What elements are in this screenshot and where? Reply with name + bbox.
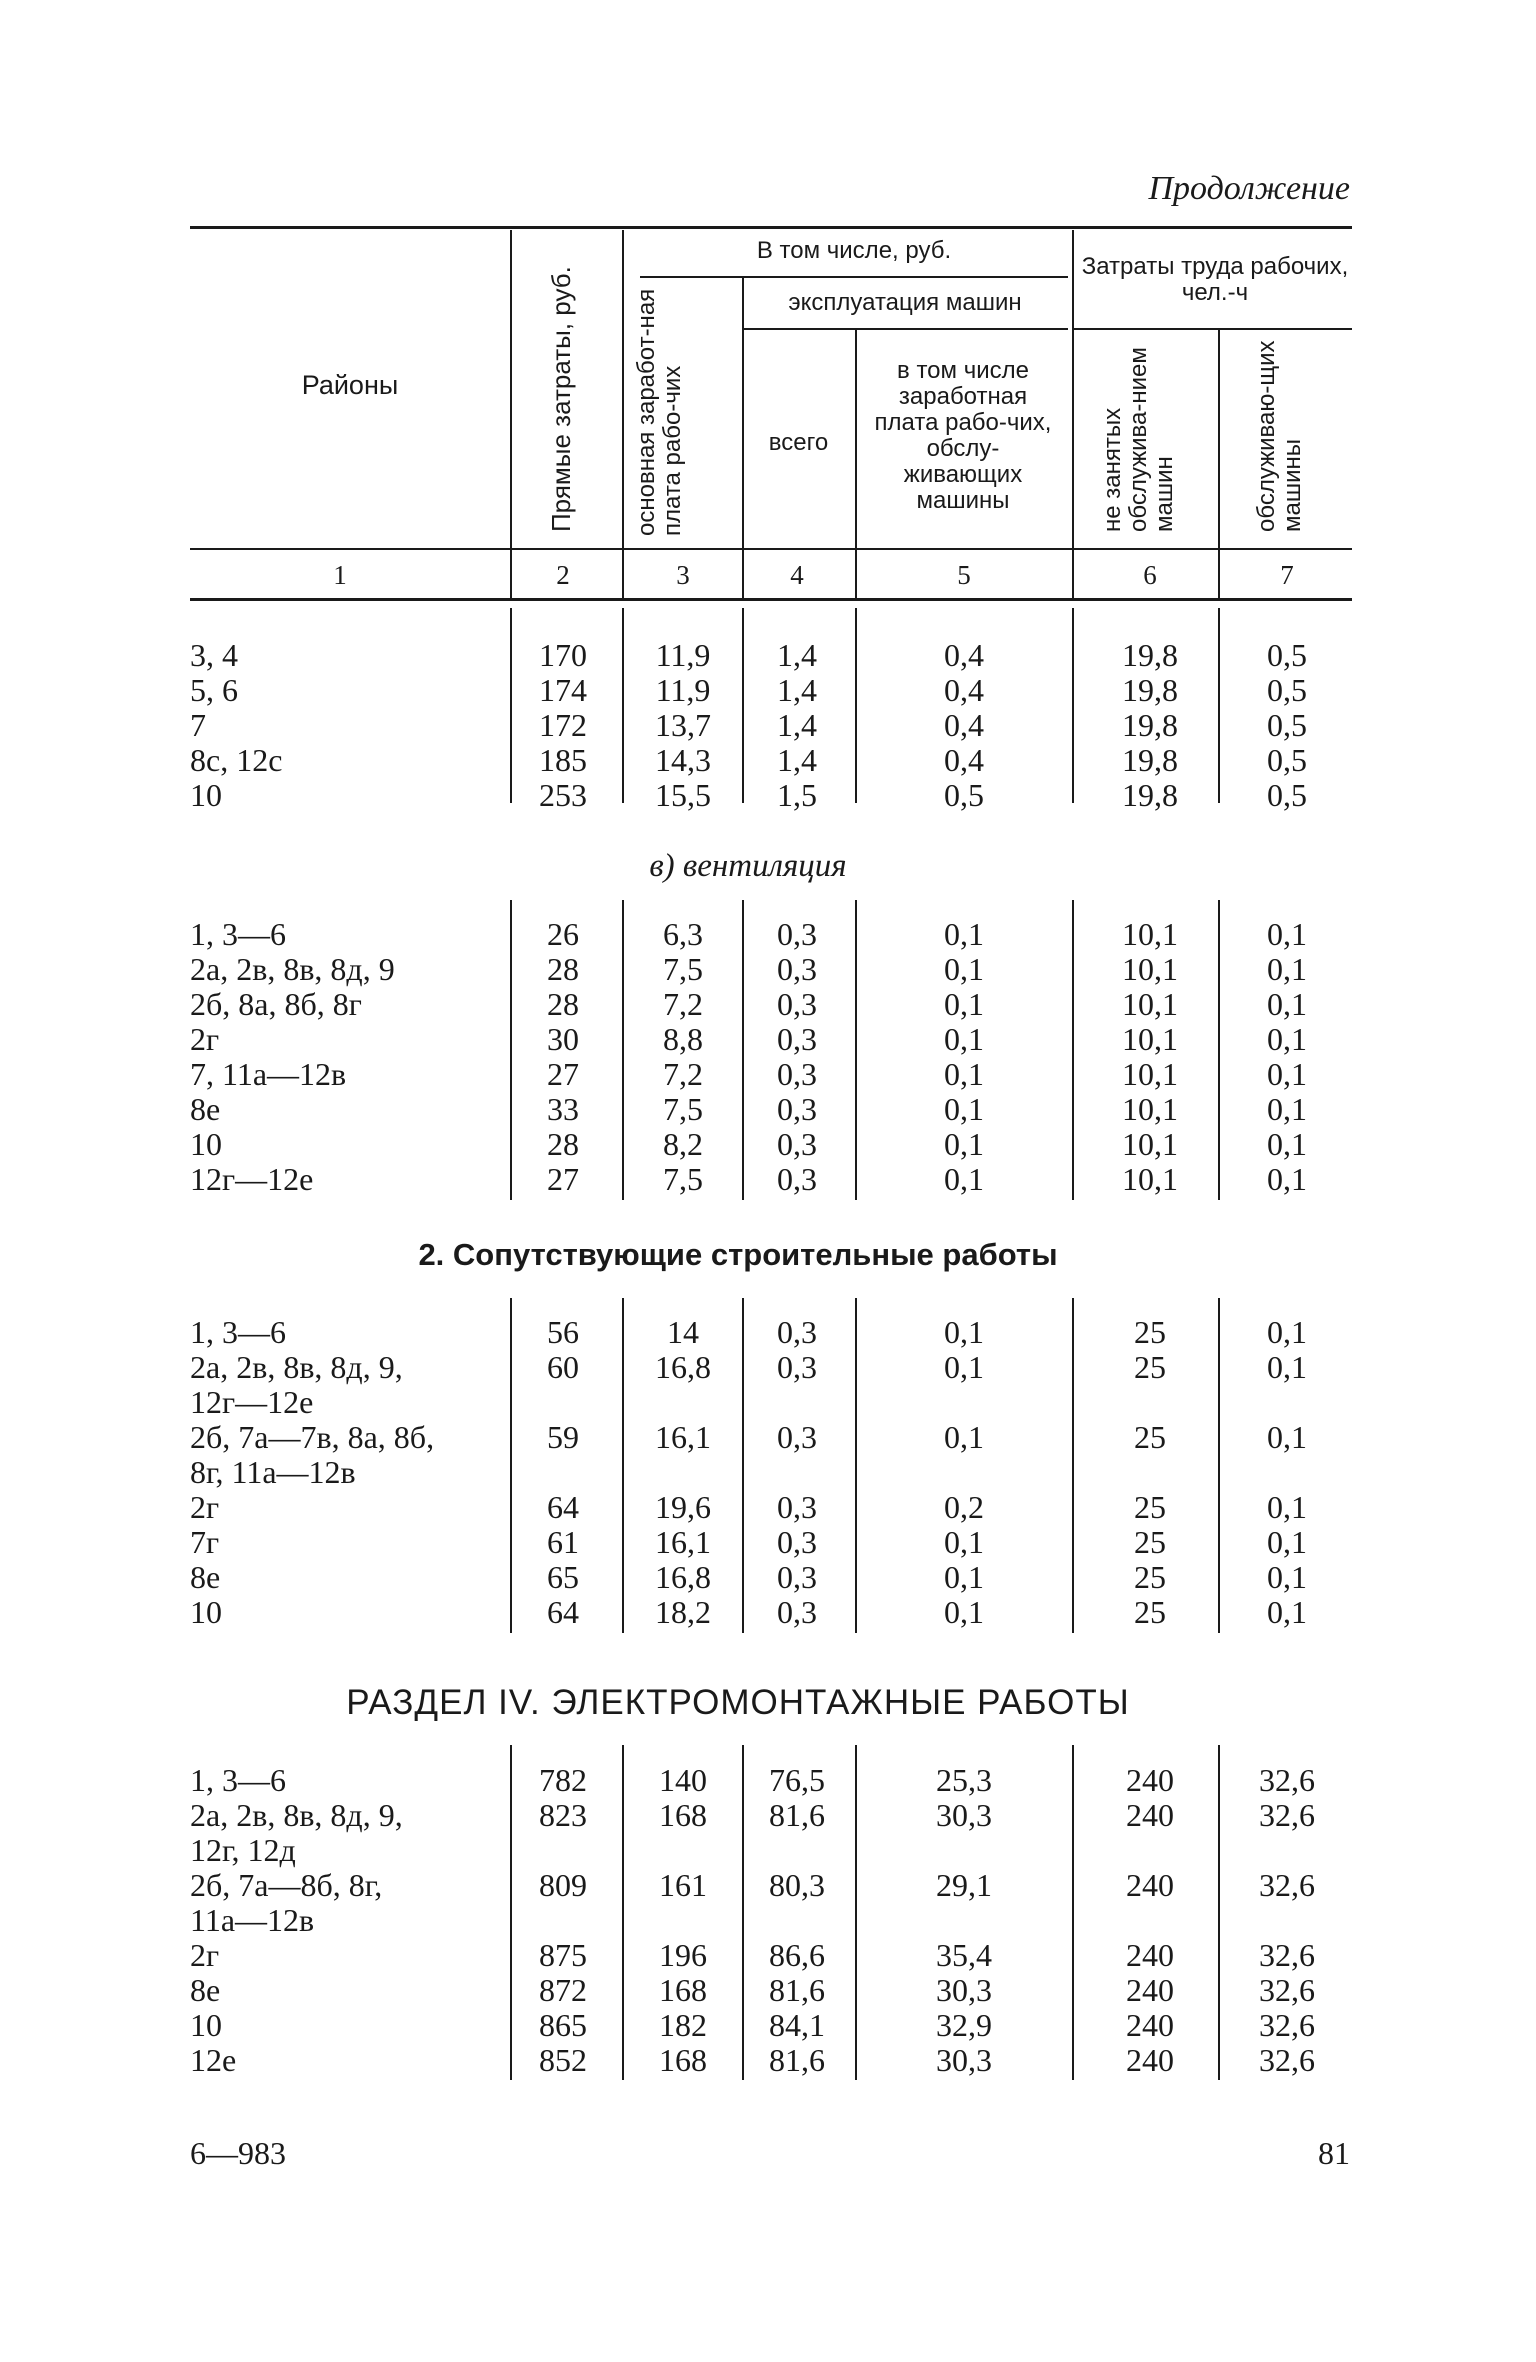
cell-col-6: 19,8: [1122, 777, 1178, 813]
header-col-wages-wrap: [630, 280, 740, 542]
row-region-label: 7: [190, 707, 206, 743]
cell-col-4: 1,4: [777, 672, 817, 708]
cell-col-4: 80,3: [769, 1867, 825, 1903]
cell-col-4: 0,3: [777, 1559, 817, 1595]
cell-col-2: 61: [547, 1524, 579, 1560]
row-region-label: 1, 3—6: [190, 916, 286, 952]
header-col-labor-machines-wrap: [1222, 332, 1352, 544]
cell-col-3: 7,5: [663, 1091, 703, 1127]
cell-col-2: 782: [539, 1762, 587, 1798]
header-col-direct-costs: Прямые затраты, руб.: [546, 266, 576, 532]
header-group-labor: Затраты труда рабочих, чел.-ч: [1081, 253, 1349, 306]
page-number: 81: [1318, 2135, 1350, 2171]
row-region-label: 2б, 8а, 8б, 8г: [190, 986, 362, 1022]
cell-col-3: 168: [659, 2042, 707, 2078]
row-region-label: 2а, 2в, 8в, 8д, 9,: [190, 1797, 403, 1833]
cell-col-3: 182: [659, 2007, 707, 2043]
header-vline-2: [622, 230, 624, 598]
cell-col-3: 8,8: [663, 1021, 703, 1057]
cell-col-7: 32,6: [1259, 2042, 1315, 2078]
cell-col-5: 0,1: [944, 1021, 984, 1057]
cell-col-3: 7,5: [663, 1161, 703, 1197]
column-number-4: 4: [790, 560, 804, 590]
cell-col-6: 19,8: [1122, 672, 1178, 708]
cell-col-7: 0,5: [1267, 742, 1307, 778]
header-group-rule: [640, 276, 1068, 278]
cell-col-7: 32,6: [1259, 1972, 1315, 2008]
cell-col-3: 16,1: [655, 1419, 711, 1455]
cell-col-2: 174: [539, 672, 587, 708]
cell-col-6: 10,1: [1122, 1126, 1178, 1162]
cell-col-5: 0,4: [944, 707, 984, 743]
cell-col-7: 0,1: [1267, 1314, 1307, 1350]
cell-col-7: 0,1: [1267, 1349, 1307, 1385]
cell-col-3: 16,8: [655, 1559, 711, 1595]
row-region-label: 2г: [190, 1021, 220, 1057]
cell-col-4: 0,3: [777, 1161, 817, 1197]
row-region-label: 1, 3—6: [190, 1762, 286, 1798]
cell-col-5: 0,1: [944, 1126, 984, 1162]
cell-col-7: 0,1: [1267, 1489, 1307, 1525]
row-region-label: 10: [190, 2007, 222, 2043]
cell-col-5: 0,1: [944, 1091, 984, 1127]
cell-col-2: 875: [539, 1937, 587, 1973]
cell-col-3: 7,2: [663, 1056, 703, 1092]
cell-col-7: 0,1: [1267, 1419, 1307, 1455]
cell-col-7: 0,1: [1267, 1056, 1307, 1092]
cell-col-7: 0,1: [1267, 951, 1307, 987]
cell-col-4: 0,3: [777, 1056, 817, 1092]
cell-col-2: 26: [547, 916, 579, 952]
cell-col-4: 0,3: [777, 1349, 817, 1385]
row-region-label: 7г: [190, 1524, 220, 1560]
row-region-label: 12г—12е: [190, 1161, 314, 1197]
cell-col-3: 7,2: [663, 986, 703, 1022]
cell-col-6: 25: [1134, 1594, 1166, 1630]
row-region-label: 1, 3—6: [190, 1314, 286, 1350]
cell-col-6: 25: [1134, 1314, 1166, 1350]
table-top-rule: [190, 226, 1352, 229]
header-group-machines: эксплуатация машин: [788, 289, 1022, 316]
cell-col-6: 25: [1134, 1489, 1166, 1525]
cell-col-7: 0,1: [1267, 916, 1307, 952]
section-title-3: 2. Сопутствующие строительные работы: [418, 1237, 1058, 1272]
row-region-label: 11а—12в: [190, 1902, 315, 1938]
cell-col-5: 0,1: [944, 1594, 984, 1630]
section-2-vline-5: [1072, 900, 1074, 1200]
cell-col-4: 0,3: [777, 916, 817, 952]
cell-col-6: 25: [1134, 1419, 1166, 1455]
cell-col-7: 0,5: [1267, 637, 1307, 673]
cell-col-5: 35,4: [936, 1937, 992, 1973]
cell-col-2: 28: [547, 986, 579, 1022]
cell-col-3: 18,2: [655, 1594, 711, 1630]
cell-col-5: 30,3: [936, 1972, 992, 2008]
row-region-label: 12е: [190, 2042, 237, 2078]
column-number-1: 1: [333, 560, 347, 590]
cell-col-6: 240: [1126, 1762, 1174, 1798]
header-col-regions: Районы: [301, 370, 399, 400]
cell-col-7: 32,6: [1259, 1937, 1315, 1973]
cell-col-2: 872: [539, 1972, 587, 2008]
cell-col-3: 14,3: [655, 742, 711, 778]
row-region-label: 8с, 12с: [190, 742, 283, 778]
cell-col-6: 240: [1126, 1972, 1174, 2008]
cell-col-3: 15,5: [655, 777, 711, 813]
header-col-wages: основная заработ-ная плата рабо-чих: [633, 288, 686, 536]
cell-col-7: 0,5: [1267, 707, 1307, 743]
header-bottom-rule: [190, 548, 1352, 550]
cell-col-4: 0,3: [777, 1091, 817, 1127]
footer-signature: 6—983: [190, 2135, 286, 2171]
cell-col-4: 1,4: [777, 707, 817, 743]
cell-col-7: 32,6: [1259, 1867, 1315, 1903]
cell-col-7: 0,5: [1267, 672, 1307, 708]
row-region-label: 10: [190, 1126, 222, 1162]
cell-col-7: 0,1: [1267, 986, 1307, 1022]
cell-col-4: 1,4: [777, 742, 817, 778]
cell-col-4: 0,3: [777, 1021, 817, 1057]
cell-col-3: 8,2: [663, 1126, 703, 1162]
cell-col-2: 27: [547, 1056, 579, 1092]
column-number-7: 7: [1280, 560, 1294, 590]
cell-col-4: 81,6: [769, 1972, 825, 2008]
row-region-label: 2б, 7а—7в, 8а, 8б,: [190, 1419, 435, 1455]
header-labor-rule: [1072, 328, 1352, 330]
column-number-6: 6: [1143, 560, 1157, 590]
row-region-label: 2б, 7а—8б, 8г,: [190, 1867, 383, 1903]
cell-col-4: 0,3: [777, 1419, 817, 1455]
cell-col-3: 11,9: [655, 637, 711, 673]
cell-col-6: 10,1: [1122, 1091, 1178, 1127]
row-region-label: 8е: [190, 1559, 221, 1595]
cell-col-3: 168: [659, 1797, 707, 1833]
cell-col-7: 32,6: [1259, 2007, 1315, 2043]
cell-col-4: 76,5: [769, 1762, 825, 1798]
cell-col-5: 0,1: [944, 1419, 984, 1455]
cell-col-5: 29,1: [936, 1867, 992, 1903]
cell-col-2: 59: [547, 1419, 579, 1455]
cell-col-6: 10,1: [1122, 1056, 1178, 1092]
cell-col-3: 16,8: [655, 1349, 711, 1385]
cell-col-6: 25: [1134, 1349, 1166, 1385]
cell-col-4: 0,3: [777, 986, 817, 1022]
cell-col-3: 7,5: [663, 951, 703, 987]
cell-col-3: 14: [667, 1314, 699, 1350]
cell-col-7: 32,6: [1259, 1762, 1315, 1798]
cell-col-2: 809: [539, 1867, 587, 1903]
cell-col-4: 1,4: [777, 637, 817, 673]
cell-col-6: 19,8: [1122, 742, 1178, 778]
cell-col-5: 0,1: [944, 1524, 984, 1560]
section-1-vline-5: [1072, 608, 1074, 803]
row-region-label: 12г—12е: [190, 1384, 314, 1420]
row-region-label: 3, 4: [190, 637, 238, 673]
cell-col-6: 10,1: [1122, 951, 1178, 987]
header-vline-5: [1072, 230, 1074, 598]
column-number-2: 2: [556, 560, 570, 590]
cell-col-5: 0,1: [944, 951, 984, 987]
cell-col-2: 253: [539, 777, 587, 813]
cell-col-5: 0,4: [944, 637, 984, 673]
cell-col-5: 0,1: [944, 1161, 984, 1197]
column-number-5: 5: [957, 560, 971, 590]
cell-col-4: 0,3: [777, 1594, 817, 1630]
cell-col-5: 0,1: [944, 1314, 984, 1350]
cell-col-5: 30,3: [936, 2042, 992, 2078]
cell-col-5: 0,4: [944, 672, 984, 708]
colnum-bottom-rule: [190, 598, 1352, 601]
cell-col-3: 168: [659, 1972, 707, 2008]
cell-col-2: 33: [547, 1091, 579, 1127]
cell-col-3: 16,1: [655, 1524, 711, 1560]
section-3-vline-5: [1072, 1298, 1074, 1633]
cell-col-2: 30: [547, 1021, 579, 1057]
cell-col-5: 0,5: [944, 777, 984, 813]
cell-col-2: 852: [539, 2042, 587, 2078]
cell-col-2: 170: [539, 637, 587, 673]
cell-col-3: 6,3: [663, 916, 703, 952]
cell-col-2: 60: [547, 1349, 579, 1385]
header-col-labor-other: не занятых обслужива-нием машин: [1099, 347, 1178, 532]
cell-col-5: 0,1: [944, 916, 984, 952]
cell-col-5: 0,4: [944, 742, 984, 778]
cell-col-5: 32,9: [936, 2007, 992, 2043]
cell-col-7: 0,1: [1267, 1091, 1307, 1127]
row-region-label: 8е: [190, 1091, 221, 1127]
row-region-label: 10: [190, 1594, 222, 1630]
running-title: Продолжение: [1148, 170, 1350, 207]
row-region-label: 10: [190, 777, 222, 813]
cell-col-6: 10,1: [1122, 1021, 1178, 1057]
cell-col-2: 28: [547, 1126, 579, 1162]
section-4-vline-5: [1072, 1745, 1074, 2080]
cell-col-6: 10,1: [1122, 1161, 1178, 1197]
header-vline-6: [1218, 330, 1220, 598]
header-col-labor-other-wrap: [1080, 332, 1218, 544]
cell-col-3: 140: [659, 1762, 707, 1798]
cell-col-5: 0,1: [944, 986, 984, 1022]
cell-col-3: 19,6: [655, 1489, 711, 1525]
cell-col-7: 0,1: [1267, 1524, 1307, 1560]
cell-col-2: 56: [547, 1314, 579, 1350]
cell-col-7: 32,6: [1259, 1797, 1315, 1833]
cell-col-6: 10,1: [1122, 986, 1178, 1022]
cell-col-2: 65: [547, 1559, 579, 1595]
cell-col-4: 0,3: [777, 1126, 817, 1162]
cell-col-4: 1,5: [777, 777, 817, 813]
cell-col-4: 0,3: [777, 1314, 817, 1350]
cell-col-6: 25: [1134, 1524, 1166, 1560]
cell-col-6: 240: [1126, 2007, 1174, 2043]
cell-col-5: 0,1: [944, 1559, 984, 1595]
cell-col-5: 25,3: [936, 1762, 992, 1798]
cell-col-6: 240: [1126, 1937, 1174, 1973]
cell-col-3: 11,9: [655, 672, 711, 708]
cell-col-7: 0,1: [1267, 1594, 1307, 1630]
row-region-label: 5, 6: [190, 672, 238, 708]
cell-col-5: 30,3: [936, 1797, 992, 1833]
header-machines-rule: [742, 328, 1068, 330]
header-col-operator-wages: в том числе заработная плата рабо-чих, обслу-живающих машины: [874, 357, 1052, 514]
cell-col-4: 81,6: [769, 2042, 825, 2078]
row-region-label: 8е: [190, 1972, 221, 2008]
cell-col-2: 185: [539, 742, 587, 778]
cell-col-7: 0,5: [1267, 777, 1307, 813]
header-vline-1: [510, 230, 512, 598]
row-region-label: 2г: [190, 1937, 220, 1973]
row-region-label: 8г, 11а—12в: [190, 1454, 356, 1490]
header-group-including: В том числе, руб.: [756, 237, 952, 264]
header-col-labor-machines: обслуживаю-щих машины: [1253, 340, 1306, 532]
cell-col-7: 0,1: [1267, 1126, 1307, 1162]
cell-col-7: 0,1: [1267, 1559, 1307, 1595]
cell-col-6: 19,8: [1122, 637, 1178, 673]
section-title-2: в) вентиляция: [649, 848, 847, 884]
cell-col-7: 0,1: [1267, 1021, 1307, 1057]
row-region-label: 2а, 2в, 8в, 8д, 9,: [190, 1349, 403, 1385]
cell-col-4: 0,3: [777, 951, 817, 987]
column-number-3: 3: [676, 560, 690, 590]
row-region-label: 2г: [190, 1489, 220, 1525]
cell-col-3: 161: [659, 1867, 707, 1903]
cell-col-4: 84,1: [769, 2007, 825, 2043]
cell-col-2: 865: [539, 2007, 587, 2043]
cell-col-3: 196: [659, 1937, 707, 1973]
cell-col-6: 240: [1126, 2042, 1174, 2078]
cell-col-4: 0,3: [777, 1489, 817, 1525]
cell-col-6: 10,1: [1122, 916, 1178, 952]
cell-col-7: 0,1: [1267, 1161, 1307, 1197]
cell-col-6: 240: [1126, 1867, 1174, 1903]
cell-col-2: 64: [547, 1594, 579, 1630]
cell-col-6: 25: [1134, 1559, 1166, 1595]
cell-col-5: 0,1: [944, 1349, 984, 1385]
cell-col-4: 86,6: [769, 1937, 825, 1973]
cell-col-2: 27: [547, 1161, 579, 1197]
cell-col-4: 0,3: [777, 1524, 817, 1560]
header-vline-4: [855, 330, 857, 598]
cell-col-2: 28: [547, 951, 579, 987]
cell-col-2: 823: [539, 1797, 587, 1833]
header-col-total: всего: [768, 429, 829, 456]
cell-col-6: 19,8: [1122, 707, 1178, 743]
cell-col-6: 240: [1126, 1797, 1174, 1833]
row-region-label: 2а, 2в, 8в, 8д, 9: [190, 951, 395, 987]
row-region-label: 7, 11а—12в: [190, 1056, 347, 1092]
row-region-label: 12г, 12д: [190, 1832, 296, 1868]
cell-col-2: 64: [547, 1489, 579, 1525]
cell-col-5: 0,1: [944, 1056, 984, 1092]
cell-col-2: 172: [539, 707, 587, 743]
cell-col-5: 0,2: [944, 1489, 984, 1525]
cell-col-3: 13,7: [655, 707, 711, 743]
cell-col-4: 81,6: [769, 1797, 825, 1833]
section-title-4: РАЗДЕЛ IV. ЭЛЕКТРОМОНТАЖНЫЕ РАБОТЫ: [346, 1683, 1130, 1722]
